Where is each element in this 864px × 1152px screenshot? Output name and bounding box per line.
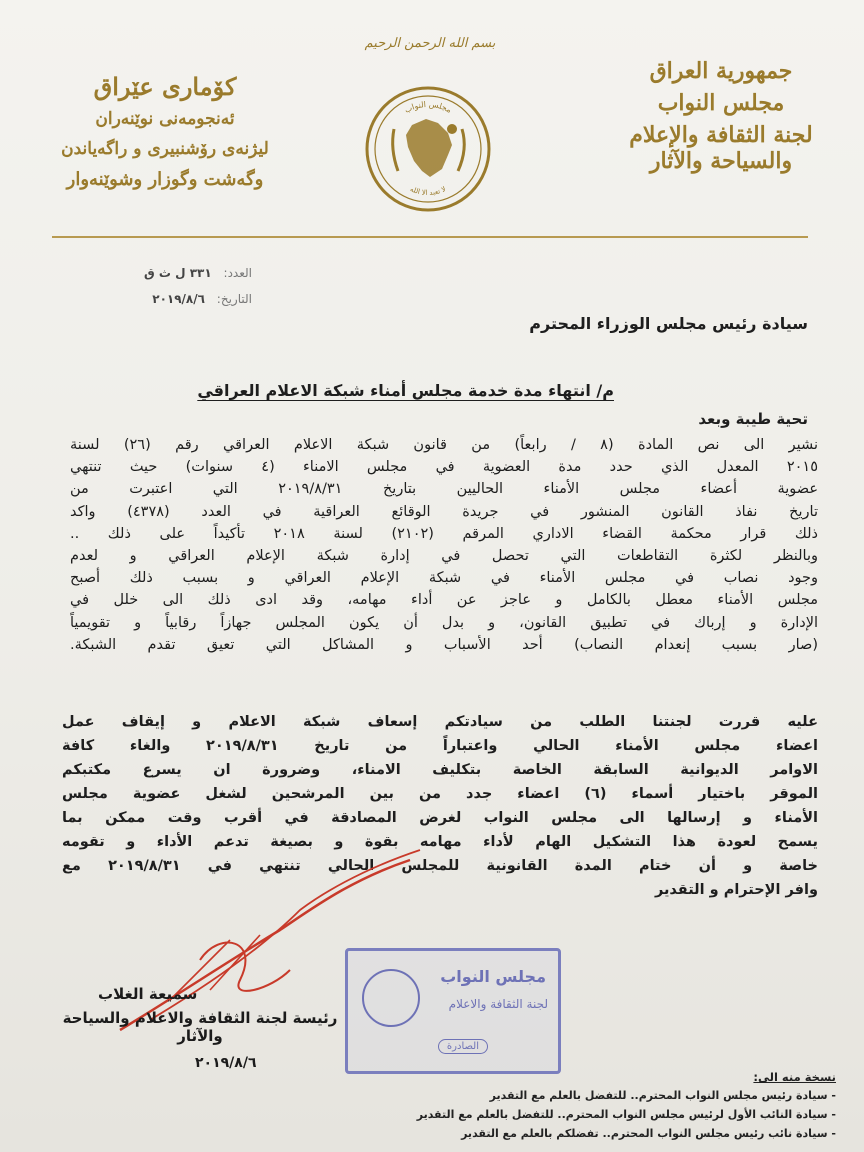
seal-bottom-text: لا تعبد الا الله (408, 185, 448, 198)
number-value: ٣٣١ ل ث ق (143, 266, 212, 280)
letterhead-arabic (626, 58, 816, 175)
seal-top-text: مجلس النواب (403, 99, 454, 115)
text-line: (صار بسبب إنعدام النصاب) أحد الأسباب و المشاكل التي تعيق تقدم الشبكة. (70, 636, 818, 653)
text-line: يسمح لعودة هذا التشكيل الهام لأداء مهامه بقوة و بصيغة تدعم الأداء و تقومه (62, 834, 818, 850)
stamp-line-2: لجنة الثقافة والاعلام (448, 997, 548, 1011)
signature-date: ٢٠١٩/٨/٦ (195, 1055, 257, 1071)
reference-block (72, 266, 252, 318)
text-line: الاوامر الديوانية السابقة الخاصة بتكليف الامناء، وضرورة ان يسرع مكتبكم (62, 762, 818, 778)
svg-text:مجلس النواب (403, 100, 453, 115)
text-line: نشير الى نص المادة (٨ / رابعاً) من قانون شبكة الاعلام العراقي رقم (٢٦) لسنة (70, 437, 818, 453)
number-label: العدد: (223, 266, 252, 280)
greeting: تحية طيبة وبعد (698, 410, 808, 428)
letterhead-kurdish-institution: ئه‌نجومه‌نی نوێنه‌ران (95, 109, 235, 129)
text-line: وبالنظر لكثرة التقاطعات التي تحصل في إدارة شبكة الإعلام العراقي و لعدم (70, 547, 818, 564)
date-value: ٢٠١٩/٨/٦ (152, 292, 205, 306)
reference-date (72, 292, 252, 306)
basmala: بسم الله الرحمن الرحيم (364, 36, 496, 51)
text-line: الأمناء و إرسالها الى مجلس النواب لغرض المصادقة في أقرب وقت ممكن بما (62, 810, 818, 826)
reference-number (72, 266, 252, 280)
letterhead-kurdish-country: كۆماری عێراق (93, 72, 237, 101)
date-label: التاريخ: (216, 292, 252, 306)
letterhead-country: جمهورية العراق (649, 58, 793, 84)
signature-block (40, 985, 360, 1071)
letterhead-committee: لجنة الثقافة والإعلام والسياحة والآثار (629, 122, 813, 175)
paragraph-1 (70, 434, 818, 656)
signatory-name: سميعة الغلاب (98, 985, 198, 1003)
copies-heading: نسخة منه الى: (753, 1070, 836, 1084)
iraq-map-emblem-icon (393, 119, 465, 177)
recipient: سيادة رئيس مجلس الوزراء المحترم (529, 314, 808, 333)
letterhead-kurdish (50, 72, 280, 190)
text-line: خاصة و أن ختام المدة القانونية للمجلس الحالي تنتهي في ٢٠١٩/٨/٣١ مع (62, 858, 818, 874)
text-line: عليه قررت لجنتنا الطلب من سيادتكم إسعاف شبكة الاعلام و إيقاف عمل (62, 714, 818, 730)
text-line: الإدارة و إرباك في تطبيق القانون، و بدل أن يكون المجلس جهازاً رقابياً و تقويمياً (70, 614, 818, 631)
subject: م/ انتهاء مدة خدمة مجلس أمناء شبكة الاعلام العراقي (197, 381, 614, 400)
signatory-title: رئيسة لجنة الثقافة والاعلام والسياحة والآثار (62, 1009, 338, 1045)
text-line: ٢٠١٥ المعدل الذي حدد مدة العضوية في مجلس الامناء (٤ سنوات) حيث تنتهي (70, 459, 818, 476)
text-line: وجود نصاب في مجلس الأمناء في شبكة الإعلام العراقي و بسبب ذلك أصبح (70, 570, 818, 587)
letterhead-divider (52, 236, 808, 238)
stamp-line-3: الصادرة (438, 1039, 488, 1054)
text-line: تاريخ نفاذ القانون المنشور في جريدة الوقائع العراقية في العدد (٤٣٧٨) واكد (70, 503, 818, 520)
text-line: مجلس الأمناء معطل بالكامل و عاجز عن أداء مهامه، وقد ادى ذلك الى خلل في (70, 592, 818, 609)
copy-recipient: - سيادة نائب رئيس مجلس النواب المحترم.. تفضلكم بالعلم مع التقدير (461, 1127, 836, 1140)
svg-text:لا تعبد الا الله (409, 185, 447, 197)
text-line: ذلك قرار محكمة القضاء الاداري المرقم (٢١٠٢) لسنة ٢٠١٨ تأكيداً على ذلك .. (70, 525, 818, 542)
letterhead-kurdish-committee-2: وگه‌شت وگوزار وشوێنه‌وار (66, 169, 264, 190)
text-line: الموقر باختيار أسماء (٦) اعضاء جدد من بين المرشحين لشغل عضوية مجلس (62, 786, 818, 802)
stamp-line-1: مجلس النواب (440, 967, 546, 986)
letterhead-kurdish-committee-1: لیژنه‌ی رۆشنبیری و راگه‌یاندن (61, 139, 269, 159)
copy-recipient: - سيادة رئيس مجلس النواب المحترم.. للتفضل بالعلم مع التقدير (489, 1089, 836, 1102)
text-line: عضوية أعضاء مجلس الأمناء الحاليين بتاريخ ٢٠١٩/٨/٣١ التي اعتبرت من (70, 481, 818, 498)
parliament-seal (364, 85, 492, 213)
copy-recipient: - سيادة النائب الأول لرئيس مجلس النواب المحترم.. للتفضل بالعلم مع التقدير (416, 1108, 836, 1121)
letterhead-institution: مجلس النواب (657, 90, 785, 116)
text-line: اعضاء مجلس الأمناء الحالي واعتباراً من تاريخ ٢٠١٩/٨/٣١ والغاء كافة (62, 738, 818, 754)
text-line: وافر الإحترام و التقدير (654, 882, 818, 898)
copies-to (316, 1070, 836, 1143)
